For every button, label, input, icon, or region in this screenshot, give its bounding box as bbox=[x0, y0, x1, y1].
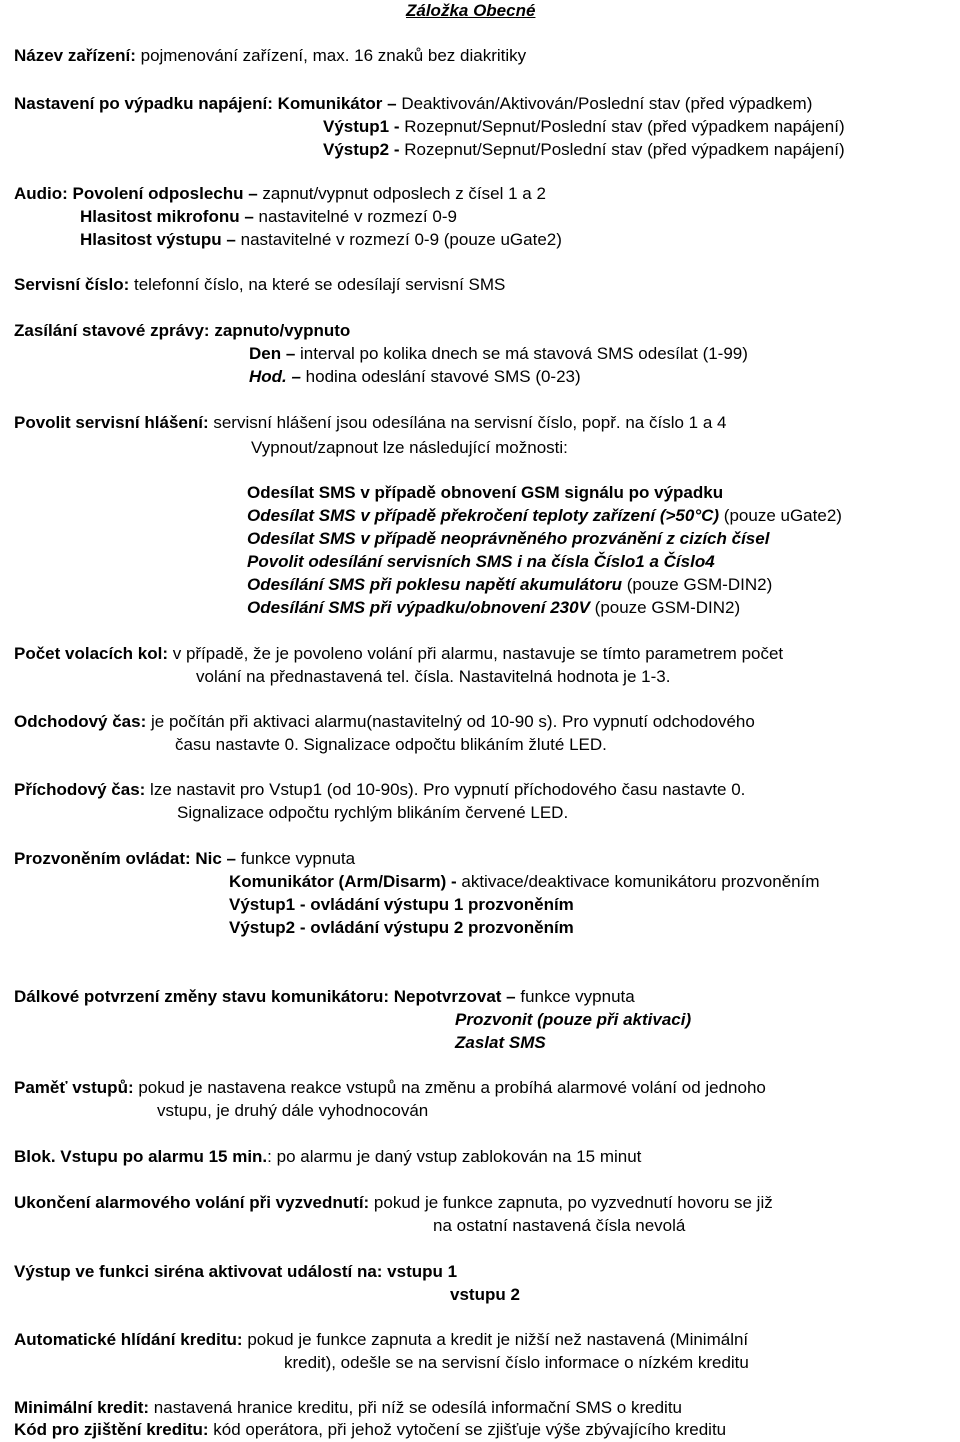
ukonceni-text2: na ostatní nastavená čísla nevolá bbox=[433, 1216, 686, 1235]
automaticke-row bbox=[14, 1329, 748, 1351]
nazev-row bbox=[14, 45, 526, 67]
povolit-option-2 bbox=[247, 505, 842, 527]
pocet-label: Počet volacích kol: bbox=[14, 644, 168, 663]
povolit-text2: Vypnout/zapnout lze následující možnosti: bbox=[251, 438, 568, 457]
automaticke-label: Automatické hlídání kreditu: bbox=[14, 1330, 243, 1349]
zasilani-den bbox=[249, 343, 748, 365]
dalkove-label: Dálkové potvrzení změny stavu komunikátoru: Nepotvrzovat – bbox=[14, 987, 521, 1006]
option-6-note: (pouze GSM-DIN2) bbox=[589, 598, 741, 617]
servisni-label: Servisní číslo: bbox=[14, 275, 130, 294]
page-title: Záložka Obecné bbox=[406, 1, 536, 20]
prichod-row bbox=[14, 779, 745, 801]
den-text: interval po kolika dnech se má stavová SMS odesílat (1-99) bbox=[300, 344, 748, 363]
povolit-row bbox=[14, 412, 726, 434]
nastaveni-vystup1: Výstup1 - bbox=[323, 117, 405, 136]
kod-label: Kód pro zjištění kreditu: bbox=[14, 1420, 209, 1439]
nazev-label: Název zařízení: bbox=[14, 46, 136, 65]
prichod-label: Příchodový čas: bbox=[14, 780, 146, 799]
nastaveni-vystup1-text: Rozepnut/Sepnut/Poslední stav (před výpadkem napájení) bbox=[404, 117, 845, 136]
zasilani-label: Zasílání stavové zprávy: zapnuto/vypnuto bbox=[14, 321, 351, 340]
servisni-text: telefonní číslo, na které se odesílají servisní SMS bbox=[129, 275, 506, 294]
ukonceni-text: pokud je funkce zapnuta, po vyzvednutí hovoru se již bbox=[369, 1193, 773, 1212]
prichod-text2: Signalizace odpočtu rychlým blikáním červené LED. bbox=[177, 803, 569, 822]
povolit-option-5 bbox=[247, 574, 772, 596]
nastaveni-vystup2-text: Rozepnut/Sepnut/Poslední stav (před výpadkem napájení) bbox=[404, 140, 845, 159]
option-2-note: (pouze uGate2) bbox=[719, 506, 842, 525]
ukonceni-label: Ukončení alarmového volání při vyzvednutí: bbox=[14, 1193, 370, 1212]
dalkove-row bbox=[14, 986, 635, 1008]
povolit-option-4: Povolit odesílání servisních SMS i na čísla Číslo1 a Číslo4 bbox=[247, 552, 715, 571]
option-5-label: Odesílání SMS při poklesu napětí akumulátoru bbox=[247, 575, 623, 594]
nastaveni-komunikator: Komunikátor – bbox=[272, 94, 402, 113]
audio-vystup: Hlasitost výstupu – bbox=[80, 230, 241, 249]
servisni-row bbox=[14, 274, 505, 296]
kod-text: kód operátora, při jehož vytočení se zjišťuje výše zbývajícího kreditu bbox=[208, 1420, 727, 1439]
nastaveni-vystup2: Výstup2 - bbox=[323, 140, 405, 159]
minimalni-label: Minimální kredit: bbox=[14, 1398, 150, 1417]
audio-vystup-text: nastavitelné v rozmezí 0-9 (pouze uGate2) bbox=[240, 230, 562, 249]
option-2-label: Odesílat SMS v případě překročení teploty zařízení (>50°C) bbox=[247, 506, 720, 525]
prozvon-row-3: Výstup1 - ovládání výstupu 1 prozvoněním bbox=[229, 895, 574, 914]
minimalni-text: nastavená hranice kreditu, při níž se odesílá informační SMS o kreditu bbox=[149, 1398, 683, 1417]
povolit-option-1: Odesílat SMS v případě obnovení GSM signálu po výpadku bbox=[247, 483, 724, 502]
audio-text: zapnut/vypnut odposlech z čísel 1 a 2 bbox=[262, 184, 546, 203]
prozvon-label: Prozvoněním ovládat: Nic – bbox=[14, 849, 241, 868]
nastaveni-komunikator-text: Deaktivován/Aktivován/Poslední stav (před výpadkem) bbox=[401, 94, 813, 113]
povolit-option-6 bbox=[247, 597, 740, 619]
dalkove-row-2: Prozvonit (pouze při aktivaci) bbox=[455, 1010, 692, 1029]
prichod-text: lze nastavit pro Vstup1 (od 10-90s). Pro vypnutí příchodového času nastavte 0. bbox=[145, 780, 746, 799]
dalkove-row-3: Zaslat SMS bbox=[455, 1033, 546, 1052]
nastaveni-label: Nastavení po výpadku napájení: bbox=[14, 94, 273, 113]
odchod-label: Odchodový čas: bbox=[14, 712, 147, 731]
pocet-row bbox=[14, 643, 783, 665]
minimalni-row bbox=[14, 1397, 682, 1419]
dalkove-text: funkce vypnuta bbox=[520, 987, 635, 1006]
blok-text: : po alarmu je daný vstup zablokován na 15 minut bbox=[267, 1147, 642, 1166]
nastaveni-row-1 bbox=[14, 93, 812, 115]
povolit-text: servisní hlášení jsou odesílána na servisní číslo, popř. na číslo 1 a 4 bbox=[208, 413, 727, 432]
den-label: Den – bbox=[249, 344, 301, 363]
sirena-label: Výstup ve funkci siréna aktivovat událostí na: vstupu 1 bbox=[14, 1262, 458, 1281]
automaticke-text2: kredit), odešle se na servisní číslo informace o nízkém kreditu bbox=[284, 1353, 749, 1372]
prozvon-komunikator: Komunikátor (Arm/Disarm) - bbox=[229, 872, 462, 891]
hod-text: hodina odeslání stavové SMS (0-23) bbox=[305, 367, 581, 386]
pamet-label: Paměť vstupů: bbox=[14, 1078, 134, 1097]
prozvon-text: funkce vypnuta bbox=[240, 849, 356, 868]
povolit-option-3: Odesílat SMS v případě neoprávněného prozvánění z cizích čísel bbox=[247, 529, 770, 548]
audio-row-1 bbox=[14, 183, 546, 205]
odchod-text2: času nastavte 0. Signalizace odpočtu blikáním žluté LED. bbox=[175, 735, 607, 754]
option-5-note: (pouze GSM-DIN2) bbox=[622, 575, 773, 594]
povolit-label: Povolit servisní hlášení: bbox=[14, 413, 209, 432]
pamet-text: pokud je nastavena reakce vstupů na změnu a probíhá alarmové volání od jednoho bbox=[133, 1078, 766, 1097]
blok-row bbox=[14, 1146, 641, 1168]
prozvon-row bbox=[14, 848, 355, 870]
audio-row-2 bbox=[80, 206, 457, 228]
zasilani-hod bbox=[249, 366, 581, 388]
audio-label: Audio: Povolení odposlechu – bbox=[14, 184, 263, 203]
blok-label: Blok. Vstupu po alarmu 15 min. bbox=[14, 1147, 268, 1166]
audio-mikrofon-text: nastavitelné v rozmezí 0-9 bbox=[258, 207, 457, 226]
ukonceni-row bbox=[14, 1192, 773, 1214]
sirena-row-2: vstupu 2 bbox=[450, 1285, 520, 1304]
pocet-text: v případě, že je povoleno volání při alarmu, nastavuje se tímto parametrem počet bbox=[168, 644, 784, 663]
hod-label: Hod. – bbox=[249, 367, 306, 386]
prozvon-row-4: Výstup2 - ovládání výstupu 2 prozvoněním bbox=[229, 918, 574, 937]
nastaveni-row-3 bbox=[323, 139, 845, 161]
audio-mikrofon: Hlasitost mikrofonu – bbox=[80, 207, 259, 226]
prozvon-komunikator-text: aktivace/deaktivace komunikátoru prozvoněním bbox=[461, 872, 820, 891]
audio-row-3 bbox=[80, 229, 562, 251]
pamet-text2: vstupu, je druhý dále vyhodnocován bbox=[157, 1101, 429, 1120]
automaticke-text: pokud je funkce zapnuta a kredit je nižší než nastavená (Minimální bbox=[242, 1330, 749, 1349]
odchod-text: je počítán při aktivaci alarmu(nastavitelný od 10-90 s). Pro vypnutí odchodového bbox=[146, 712, 755, 731]
pocet-text2: volání na přednastavená tel. čísla. Nastavitelná hodnota je 1-3. bbox=[196, 667, 671, 686]
pamet-row bbox=[14, 1077, 766, 1099]
odchod-row bbox=[14, 711, 755, 733]
nazev-text: pojmenování zařízení, max. 16 znaků bez diakritiky bbox=[135, 46, 527, 65]
prozvon-row-2 bbox=[229, 871, 820, 893]
option-6-label: Odesílání SMS při výpadku/obnovení 230V bbox=[247, 598, 590, 617]
nastaveni-row-2 bbox=[323, 116, 845, 138]
kod-row bbox=[14, 1419, 726, 1441]
